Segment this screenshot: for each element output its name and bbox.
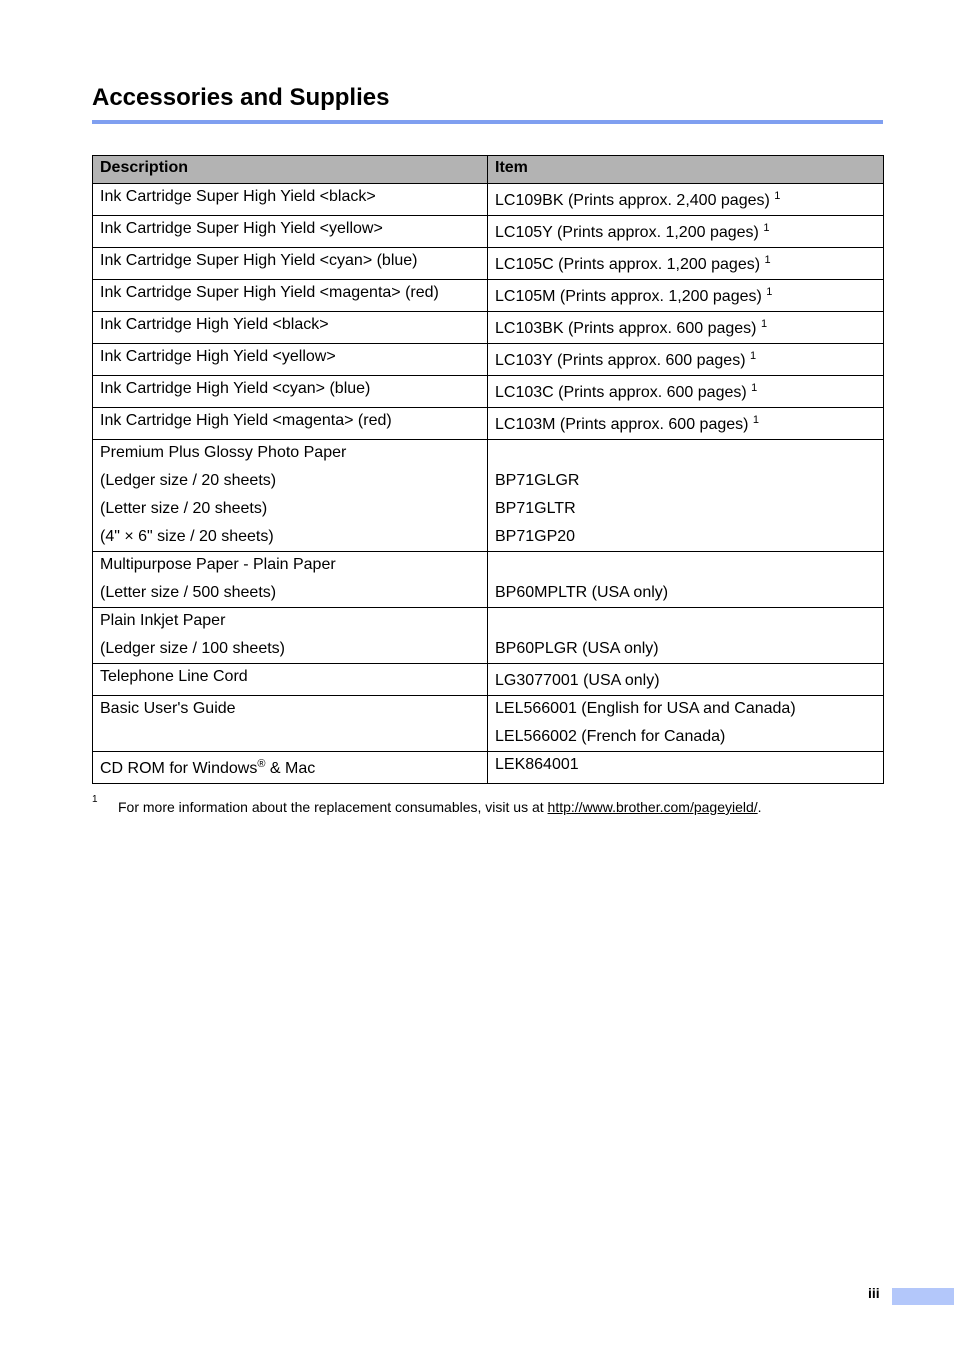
item-text: BP60PLGR (USA only) (495, 640, 659, 657)
item-text: BP71GP20 (495, 528, 576, 545)
description-line: Ink Cartridge Super High Yield <cyan> (blue) (100, 252, 418, 269)
footnote-end: . (757, 799, 762, 815)
item-cell (488, 312, 884, 344)
page-number: iii (868, 1285, 880, 1301)
item-text: LEL566001 (English for USA and Canada) (495, 700, 796, 717)
description-cell (93, 408, 488, 440)
description-line: Multipurpose Paper - Plain Paper (100, 556, 336, 573)
item-cell (488, 408, 884, 440)
description-line: Ink Cartridge High Yield <black> (100, 316, 329, 333)
description-cell (93, 440, 488, 552)
table-row (93, 408, 884, 440)
description-cell (93, 344, 488, 376)
description-cell (93, 184, 488, 216)
description-text: CD ROM for Windows (100, 760, 258, 777)
page-tab-marker (892, 1288, 954, 1305)
header-description: Description (93, 156, 488, 184)
item-text: LC103M (Prints approx. 600 pages) (495, 416, 749, 433)
description-line: Telephone Line Cord (100, 668, 248, 685)
item-line (495, 499, 876, 527)
item-text: LEL566002 (French for Canada) (495, 728, 726, 745)
footnote-ref: 1 (751, 382, 758, 394)
item-line (495, 251, 876, 275)
item-line (495, 219, 876, 243)
item-cell (488, 696, 884, 752)
item-text: LC105M (Prints approx. 1,200 pages) (495, 288, 762, 305)
item-line (495, 283, 876, 307)
description-line (100, 755, 480, 779)
description-text: & Mac (265, 760, 316, 777)
item-cell (488, 248, 884, 280)
item-line (495, 187, 876, 211)
item-cell (488, 752, 884, 784)
item-cell (488, 552, 884, 608)
item-text: BP60MPLTR (USA only) (495, 584, 669, 601)
footnote-ref: 1 (764, 254, 771, 266)
registered-mark: ® (257, 758, 266, 770)
item-line (495, 639, 876, 659)
footnote-mark: 1 (92, 794, 98, 805)
description-cell (93, 216, 488, 248)
header-item: Item (488, 156, 884, 184)
item-cell (488, 184, 884, 216)
item-line (495, 755, 876, 775)
description-cell (93, 608, 488, 664)
item-text: LEK864001 (495, 756, 579, 773)
item-text: LC103C (Prints approx. 600 pages) (495, 384, 747, 401)
table-row (93, 376, 884, 408)
table-body (93, 184, 884, 784)
description-line: (4" × 6" size / 20 sheets) (100, 528, 274, 545)
table-row (93, 344, 884, 376)
table-row (93, 280, 884, 312)
footnote-ref: 1 (760, 318, 768, 330)
item-line (495, 347, 876, 371)
item-text: LC105C (Prints approx. 1,200 pages) (495, 256, 761, 273)
table-header-row (93, 156, 884, 184)
description-cell (93, 280, 488, 312)
footnote-ref: 1 (766, 286, 773, 298)
item-line (495, 611, 876, 639)
item-text: LC103BK (Prints approx. 600 pages) (495, 320, 757, 337)
description-line: (Letter size / 500 sheets) (100, 584, 277, 601)
description-cell (93, 248, 488, 280)
description-cell (93, 752, 488, 784)
item-line (495, 443, 876, 471)
item-cell (488, 440, 884, 552)
description-line: Ink Cartridge Super High Yield <black> (100, 188, 376, 205)
table-row (93, 664, 884, 696)
item-text: LG3077001 (USA only) (495, 672, 660, 689)
table-row (93, 608, 884, 664)
description-line: (Ledger size / 100 sheets) (100, 640, 285, 657)
item-text: LC109BK (Prints approx. 2,400 pages) (495, 192, 770, 209)
description-line: Premium Plus Glossy Photo Paper (100, 444, 347, 461)
table-row (93, 312, 884, 344)
item-line (495, 583, 876, 603)
item-line (495, 471, 876, 499)
item-cell (488, 664, 884, 696)
footnote-ref: 1 (763, 222, 770, 234)
description-cell (93, 552, 488, 608)
item-text: BP71GLTR (495, 500, 576, 517)
footnote-ref: 1 (752, 414, 760, 426)
description-line: (Ledger size / 20 sheets) (100, 472, 277, 489)
item-line (495, 727, 876, 747)
item-cell (488, 216, 884, 248)
item-line (495, 315, 876, 339)
pageyield-link[interactable]: http://www.brother.com/pageyield/ (547, 799, 758, 815)
item-line (495, 411, 876, 435)
footnote-ref: 1 (774, 190, 781, 202)
description-cell (93, 376, 488, 408)
description-line: Ink Cartridge Super High Yield <yellow> (100, 220, 383, 237)
supplies-table (92, 155, 884, 784)
item-line (495, 379, 876, 403)
table-row (93, 552, 884, 608)
item-cell (488, 280, 884, 312)
description-line: Ink Cartridge Super High Yield <magenta> (red) (100, 284, 439, 301)
table-row (93, 248, 884, 280)
footnote-text (118, 799, 762, 815)
table-row (93, 696, 884, 752)
page-title: Accessories and Supplies (92, 84, 390, 111)
description-line: Basic User's Guide (100, 700, 236, 717)
table-row (93, 752, 884, 784)
item-line (495, 555, 876, 583)
item-line (495, 527, 876, 547)
description-line: Ink Cartridge High Yield <magenta> (red) (100, 412, 392, 429)
item-cell (488, 608, 884, 664)
description-line: Plain Inkjet Paper (100, 612, 226, 629)
description-line: (Letter size / 20 sheets) (100, 500, 268, 517)
item-line (495, 699, 876, 727)
footnote-ref: 1 (749, 350, 757, 362)
title-rule (92, 120, 883, 124)
table-row (93, 440, 884, 552)
item-cell (488, 376, 884, 408)
item-text: BP71GLGR (495, 472, 580, 489)
footnote-body: For more information about the replacement consumables, visit us at (118, 799, 548, 815)
table-row (93, 216, 884, 248)
table-row (93, 184, 884, 216)
description-cell (93, 696, 488, 752)
item-text: LC105Y (Prints approx. 1,200 pages) (495, 224, 759, 241)
description-cell (93, 312, 488, 344)
item-cell (488, 344, 884, 376)
item-line (495, 667, 876, 691)
description-cell (93, 664, 488, 696)
description-line: Ink Cartridge High Yield <cyan> (blue) (100, 380, 371, 397)
item-text: LC103Y (Prints approx. 600 pages) (495, 352, 746, 369)
description-line: Ink Cartridge High Yield <yellow> (100, 348, 336, 365)
